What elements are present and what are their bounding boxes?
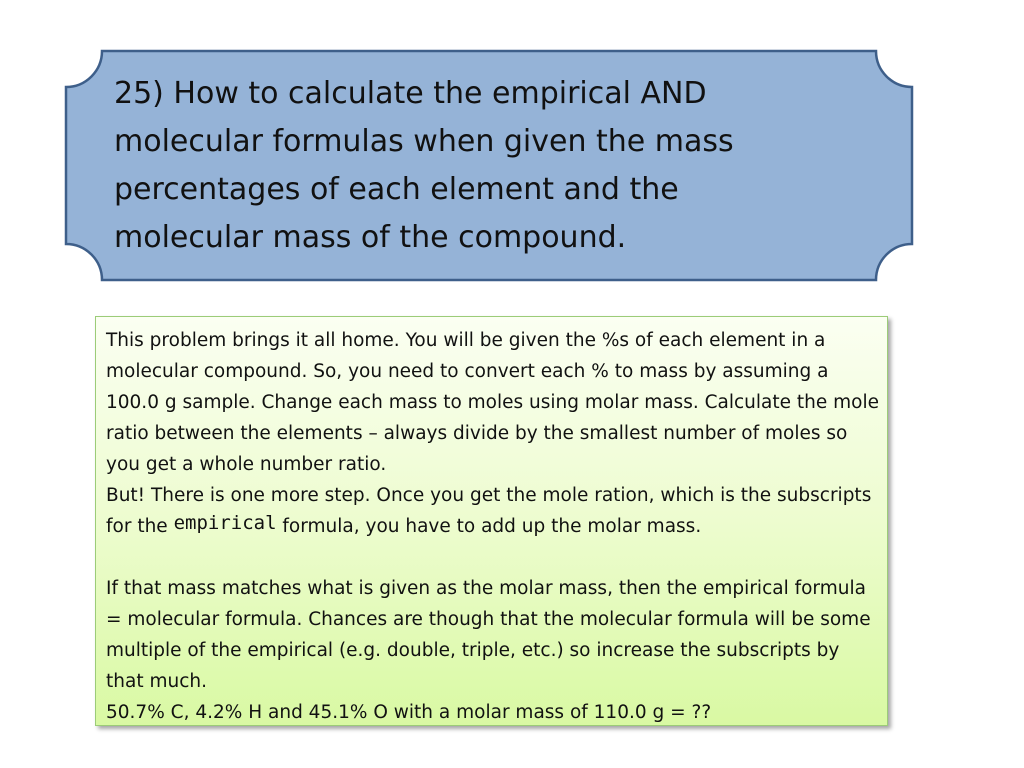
blank-line — [106, 542, 879, 573]
slide-title: 25) How to calculate the empirical AND molecular formulas when given the mass percentages of each element and the molecular mass of the compound. — [114, 76, 734, 255]
handwritten-word-empirical: empirical — [173, 512, 277, 534]
paragraph-extra-step-end: formula, you have to add up the molar mass. — [276, 516, 702, 537]
paragraph-molecular-formula: If that mass matches what is given as the molar mass, then the empirical formula = molecular formula. Chances are though that the molecular formula will be some multiple of the empirical (e.g. double, triple, etc.) so increase the subscripts by that much. — [106, 578, 871, 692]
paragraph-extra-step-start: But! There is one more step. Once you get the mole ration, which is the subscripts for the — [106, 485, 872, 537]
content-box — [95, 316, 888, 726]
problem-statement: 50.7% C, 4.2% H and 45.1% O with a molar mass of 110.0 g = ?? — [106, 702, 712, 723]
paragraph-extra-step — [106, 480, 879, 542]
paragraph-intro: This problem brings it all home. You will be given the %s of each element in a molecular compound. So, you need to convert each % to mass by assuming a 100.0 g sample. Change each mass to moles using molar mass. Calculate the mole ratio between the elements – always divide by the smallest number of moles so you get a whole number ratio. — [106, 330, 879, 475]
